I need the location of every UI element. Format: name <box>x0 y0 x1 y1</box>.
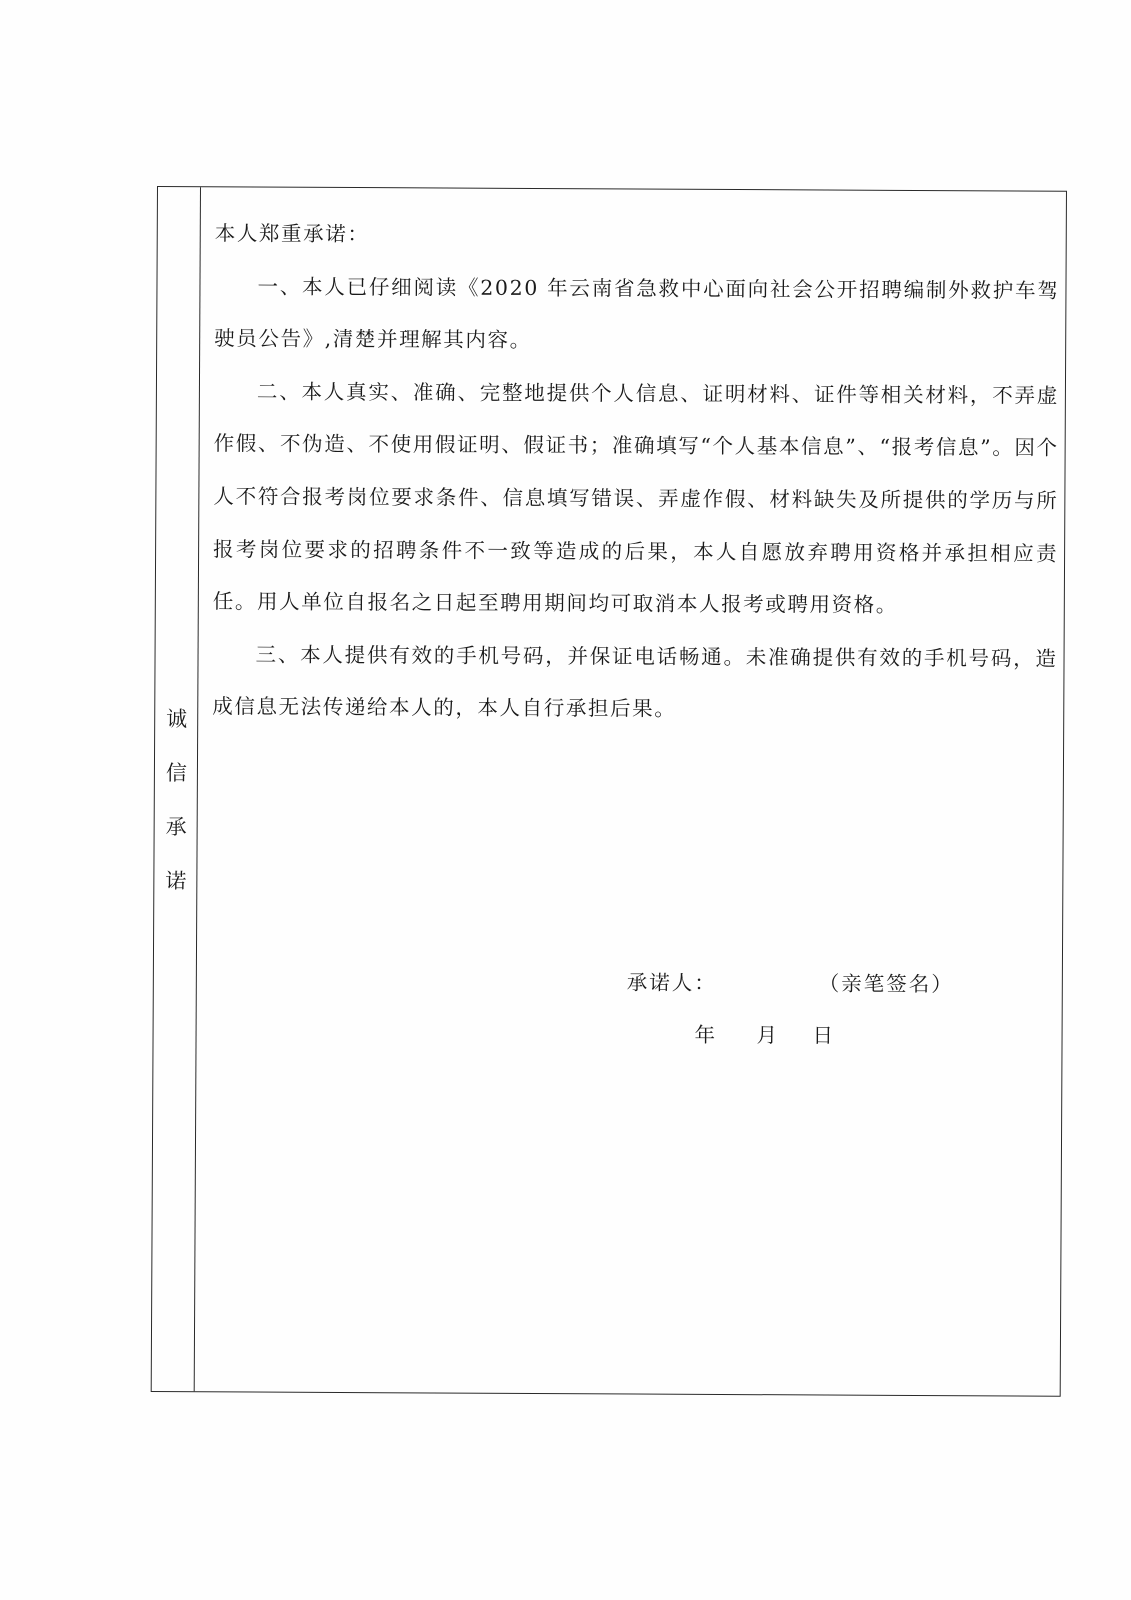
section-label-char: 诺 <box>165 869 187 894</box>
date-year-label: 年 <box>694 1022 718 1047</box>
section-label-column <box>152 187 201 1391</box>
integrity-pledge-table <box>151 186 1067 1397</box>
date-day-label: 日 <box>812 1023 836 1048</box>
pledge-clause-2: 二、本人真实、准确、完整地提供个人信息、证明材料、证件等相关材料，不弄虚作假、不伪造、不使用假证明、假证书；准确填写“个人基本信息”、“报考信息”。因个人不符合报考岗位要求条件、信息填写错误、弄虚作假、材料缺失及所提供的学历与所报考岗位要求的招聘条件不一致等造成的后果，本人自愿放弃聘用资格并承担相应责任。用人单位自报名之日起至聘用期间均可取消本人报考或聘用资格。 <box>212 379 1059 618</box>
section-label <box>154 692 198 908</box>
date-month-label: 月 <box>756 1023 780 1048</box>
section-label-char: 承 <box>165 815 187 840</box>
signature-block <box>626 956 954 1060</box>
pledge-intro: 本人郑重承诺： <box>214 221 370 247</box>
section-label-char: 信 <box>165 761 187 786</box>
section-label-char: 诚 <box>166 707 188 732</box>
signer-label: 承诺人： <box>626 970 717 995</box>
handwritten-signature-note: （亲笔签名） <box>818 971 954 997</box>
pledge-body <box>212 207 1060 737</box>
pledge-clause-1: 一、本人已仔细阅读《2020 年云南省急救中心面向社会公开招聘编制外救护车驾驶员公告》,清楚并理解其内容。 <box>214 274 1060 353</box>
pledge-content-cell <box>195 187 1066 1396</box>
pledge-clause-3: 三、本人提供有效的手机号码，并保证电话畅通。未准确提供有效的手机号码，造成信息无法传递给本人的，本人自行承担后果。 <box>212 642 1058 722</box>
